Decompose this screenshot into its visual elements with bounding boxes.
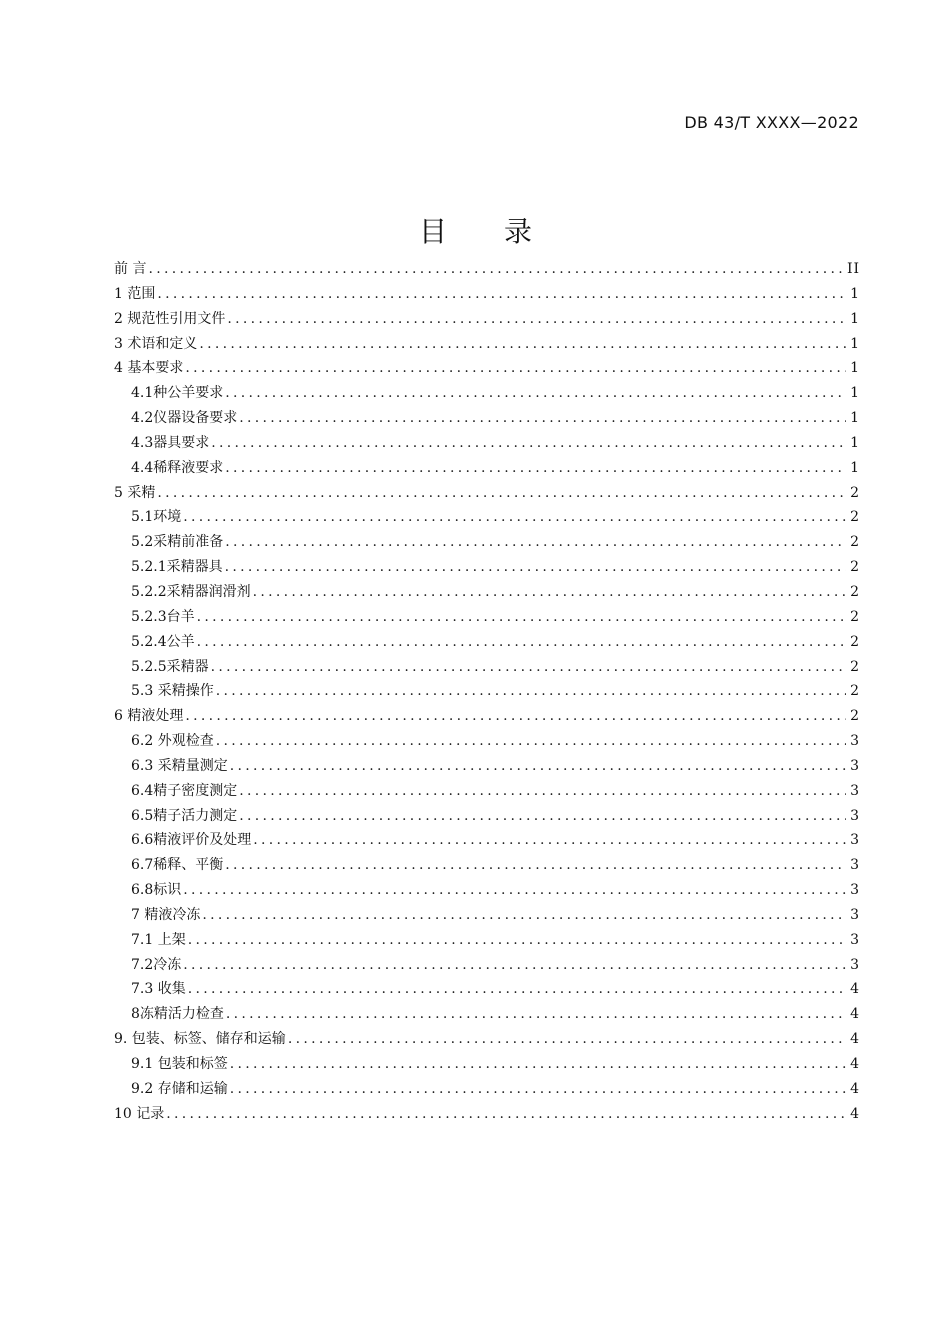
toc-entry[interactable]	[114, 555, 860, 580]
toc-entry-label: 6.4精子密度测定	[131, 782, 238, 799]
toc-entry-label: 5.3 采精操作	[131, 683, 214, 700]
toc-entry-page: 2	[850, 658, 860, 675]
toc-dot-leader	[239, 406, 846, 431]
toc-entry-label: 4.2仪器设备要求	[131, 410, 238, 427]
toc-dot-leader	[202, 903, 846, 928]
toc-entry-page: 2	[850, 683, 860, 700]
toc-entry[interactable]	[114, 1102, 860, 1127]
toc-entry-label: 5.2采精前准备	[131, 534, 224, 551]
toc-entry-page: 1	[850, 459, 860, 476]
toc-entry-page: 2	[850, 633, 860, 650]
toc-dot-leader	[157, 282, 846, 307]
toc-entry[interactable]	[114, 456, 860, 481]
toc-entry-label: 5.2.3台羊	[131, 608, 195, 625]
toc-dot-leader	[166, 1102, 846, 1127]
toc-dot-leader	[225, 530, 846, 555]
toc-entry-page: II	[846, 261, 860, 277]
toc-entry-page: 1	[850, 285, 860, 302]
toc-entry[interactable]	[114, 977, 860, 1002]
table-of-contents	[114, 257, 860, 1127]
toc-title: 目 录	[419, 215, 556, 248]
toc-entry-label: 5 采精	[114, 484, 156, 501]
toc-entry[interactable]	[114, 729, 860, 754]
document-code: DB 43/T XXXX—2022	[684, 113, 859, 132]
toc-entry[interactable]	[114, 307, 860, 332]
toc-entry-label: 6.2 外观检查	[131, 733, 214, 750]
toc-entry-page: 2	[850, 608, 860, 625]
toc-entry-page: 2	[850, 534, 860, 551]
toc-entry-page: 1	[850, 360, 860, 377]
toc-dot-leader	[211, 655, 846, 680]
toc-entry-page: 1	[850, 335, 860, 352]
toc-entry-label: 5.2.5采精器	[131, 658, 209, 675]
toc-dot-leader	[148, 257, 842, 282]
toc-dot-leader	[188, 977, 846, 1002]
toc-entry-label: 7.2冷冻	[131, 956, 182, 973]
toc-entry-page: 1	[850, 310, 860, 327]
toc-entry-label: 7.1 上架	[131, 931, 186, 948]
toc-dot-leader	[253, 828, 846, 853]
toc-entry-page: 4	[850, 1056, 860, 1072]
toc-dot-leader	[197, 630, 846, 655]
toc-dot-leader	[157, 481, 846, 506]
toc-dot-leader	[183, 953, 846, 978]
toc-entry-page: 3	[850, 832, 860, 849]
toc-entry[interactable]	[114, 580, 860, 605]
toc-entry[interactable]	[114, 630, 860, 655]
toc-entry-label: 5.2.4公羊	[131, 633, 195, 650]
toc-entry[interactable]	[114, 779, 860, 804]
toc-entry[interactable]	[114, 1027, 860, 1052]
toc-entry[interactable]	[114, 406, 860, 431]
toc-entry[interactable]	[114, 381, 860, 406]
toc-entry-page: 1	[850, 410, 860, 427]
toc-entry[interactable]	[114, 481, 860, 506]
toc-dot-leader	[216, 729, 846, 754]
toc-entry-label: 7.3 收集	[131, 981, 186, 998]
toc-entry-label: 前 言	[114, 261, 147, 277]
toc-entry[interactable]	[114, 655, 860, 680]
toc-dot-leader	[230, 1077, 846, 1102]
toc-entry[interactable]	[114, 605, 860, 630]
toc-entry-label: 6 精液处理	[114, 708, 184, 725]
toc-entry[interactable]	[114, 878, 860, 903]
toc-entry-page: 2	[850, 708, 860, 725]
toc-dot-leader	[239, 804, 846, 829]
toc-entry-label: 4.3器具要求	[131, 434, 210, 451]
toc-entry[interactable]	[114, 530, 860, 555]
toc-entry-page: 3	[850, 882, 860, 899]
toc-dot-leader	[183, 878, 846, 903]
toc-dot-leader	[288, 1027, 846, 1052]
toc-entry-page: 3	[850, 807, 860, 824]
toc-entry-label: 5.2.2采精器润滑剂	[131, 583, 251, 600]
toc-dot-leader	[188, 928, 846, 953]
toc-entry-page: 3	[850, 956, 860, 973]
toc-entry-page: 3	[850, 782, 860, 799]
toc-dot-leader	[239, 779, 846, 804]
toc-entry-label: 9.1 包装和标签	[131, 1056, 228, 1072]
toc-entry-page: 3	[850, 931, 860, 948]
toc-entry-label: 4.1种公羊要求	[131, 385, 224, 402]
toc-dot-leader	[230, 754, 846, 779]
toc-entry-label: 10 记录	[114, 1105, 165, 1122]
toc-entry-label: 5.1环境	[131, 509, 182, 526]
toc-dot-leader	[211, 431, 846, 456]
toc-entry[interactable]	[114, 903, 860, 928]
toc-entry-page: 3	[850, 857, 860, 874]
toc-entry[interactable]	[114, 1052, 860, 1077]
toc-entry-page: 3	[850, 733, 860, 750]
toc-entry-page: 2	[850, 583, 860, 600]
toc-entry-label: 6.5精子活力测定	[131, 807, 238, 824]
toc-entry-label: 7 精液冷冻	[131, 906, 201, 923]
toc-entry-label: 1 范围	[114, 285, 156, 302]
toc-entry-label: 6.7稀释、平衡	[131, 857, 224, 874]
toc-entry-label: 9. 包装、标签、储存和运输	[114, 1031, 286, 1048]
toc-dot-leader	[227, 307, 846, 332]
toc-dot-leader	[225, 853, 846, 878]
toc-entry[interactable]	[114, 953, 860, 978]
toc-entry-label: 6.8标识	[131, 882, 182, 899]
toc-entry-label: 6.3 采精量测定	[131, 757, 228, 774]
toc-entry-label: 8冻精活力检查	[131, 1006, 224, 1023]
toc-entry-label: 4 基本要求	[114, 360, 184, 377]
toc-dot-leader	[216, 679, 846, 704]
toc-entry[interactable]	[114, 505, 860, 530]
toc-dot-leader	[199, 332, 846, 357]
toc-entry-label: 9.2 存储和运输	[131, 1080, 228, 1097]
toc-entry[interactable]	[114, 679, 860, 704]
toc-entry-page: 1	[850, 434, 860, 451]
toc-entry-label: 3 术语和定义	[114, 335, 198, 352]
toc-dot-leader	[225, 381, 846, 406]
toc-entry-page: 4	[850, 981, 860, 998]
toc-entry[interactable]	[114, 704, 860, 729]
toc-entry-page: 1	[850, 385, 860, 402]
toc-entry-page: 4	[850, 1105, 860, 1122]
toc-dot-leader	[225, 456, 846, 481]
toc-entry[interactable]	[114, 804, 860, 829]
toc-entry-label: 4.4稀释液要求	[131, 459, 224, 476]
toc-dot-leader	[226, 1002, 846, 1027]
toc-entry[interactable]	[114, 853, 860, 878]
toc-entry-page: 3	[850, 757, 860, 774]
toc-dot-leader	[225, 555, 846, 580]
toc-entry[interactable]	[114, 828, 860, 853]
toc-entry[interactable]	[114, 431, 860, 456]
toc-entry-label: 6.6精液评价及处理	[131, 832, 252, 849]
toc-entry-page: 4	[850, 1080, 860, 1097]
toc-entry-page: 2	[850, 484, 860, 501]
toc-entry-label: 2 规范性引用文件	[114, 310, 226, 327]
toc-entry[interactable]	[114, 928, 860, 953]
toc-entry-page: 4	[850, 1006, 860, 1023]
toc-dot-leader	[185, 356, 846, 381]
toc-dot-leader	[183, 505, 846, 530]
toc-entry[interactable]	[114, 257, 860, 282]
toc-entry[interactable]	[114, 754, 860, 779]
toc-entry[interactable]	[114, 1077, 860, 1102]
toc-entry-page: 4	[850, 1031, 860, 1048]
toc-dot-leader	[197, 605, 846, 630]
toc-entry-page: 3	[850, 906, 860, 923]
toc-entry-page: 2	[850, 509, 860, 526]
toc-dot-leader	[230, 1052, 846, 1077]
toc-entry[interactable]	[114, 1002, 860, 1027]
toc-entry[interactable]	[114, 356, 860, 381]
toc-entry-page: 2	[850, 559, 860, 576]
toc-dot-leader	[185, 704, 846, 729]
toc-entry[interactable]	[114, 332, 860, 357]
toc-entry[interactable]	[114, 282, 860, 307]
toc-dot-leader	[253, 580, 846, 605]
toc-entry-label: 5.2.1采精器具	[131, 559, 223, 576]
